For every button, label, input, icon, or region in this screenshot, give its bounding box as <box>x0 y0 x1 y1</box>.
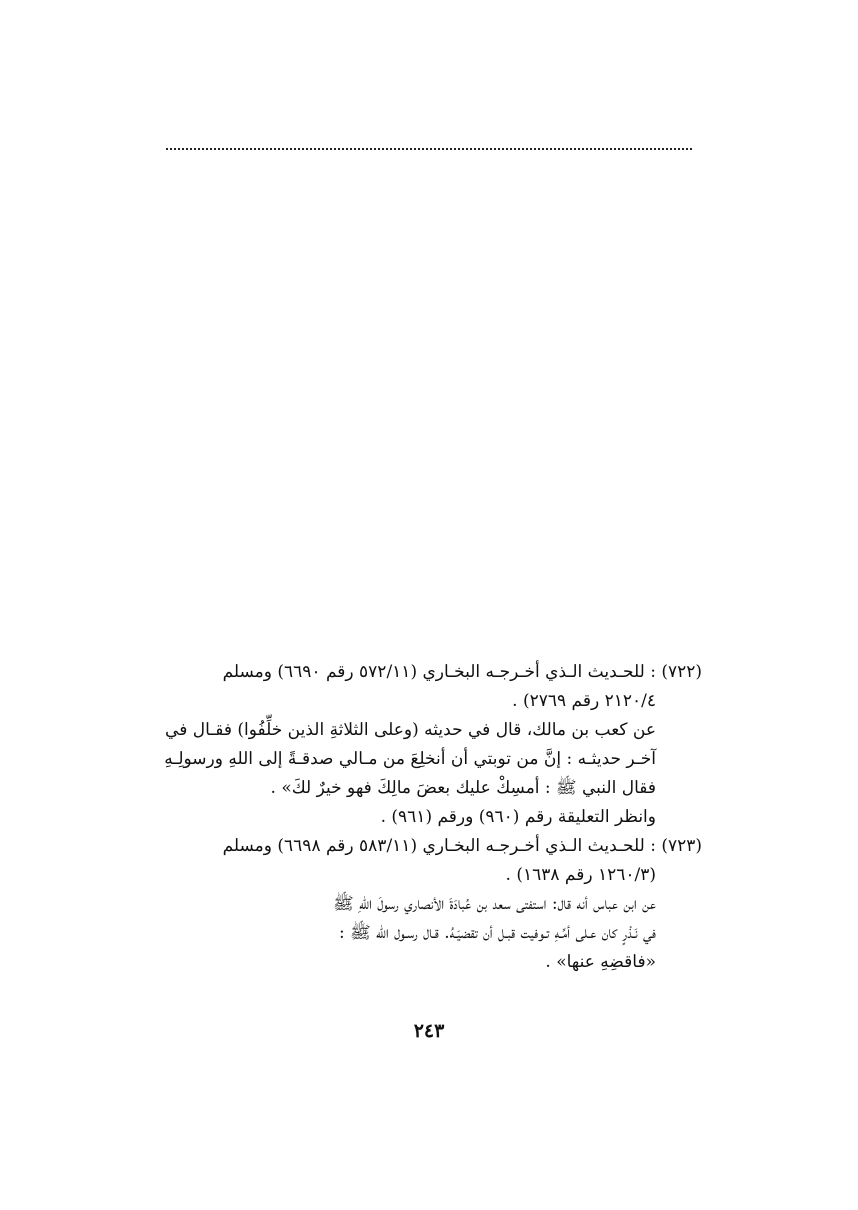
footnotes <box>166 658 702 977</box>
footnote-723-line-4: في نَـذْرٍ كان عـلى أمِّـهِ تـوفيت قبـل أن تقضيَـهُ. قـال رسـول الله ﷺ : <box>338 923 656 943</box>
footnote-722-line-3: عن كعب بن مالك، قال في حديثه (وعلى الثلاثةِ الذين خلِّفُوا) فقـال في <box>165 720 656 740</box>
footnote-723-line-5: «فاقضِهِ عنها» . <box>545 952 656 972</box>
footnote-722-line-1: (٧٢٢) : للحـديث الـذي أخـرجـه البخـاري (٥٧٢/١١ رقم ٦٦٩٠) ومسلم <box>222 662 702 682</box>
footnote-723-line-2: (١٢٦٠/٣ رقم ١٦٣٨) . <box>505 865 656 885</box>
footnote-723-line-1: (٧٢٣) : للحـديث الـذي أخـرجـه البخـاري (٥٨٣/١١ رقم ٦٦٩٨) ومسلم <box>222 836 702 856</box>
footnote-723 <box>166 832 702 977</box>
page-number: ٢٤٣ <box>413 1020 445 1042</box>
footnote-722 <box>166 658 702 832</box>
footnote-722-line-6: وانظر التعليقة رقم (٩٦٠) ورقم (٩٦١) . <box>380 807 656 827</box>
footnote-722-line-4: آخـر حديثـه : إنَّ من توبتي أن أنخلِعَ من مـالي صدقـةً إلى اللهِ ورسولِـهِ <box>164 749 656 769</box>
footnote-722-line-2: ٢١٢٠/٤ رقم ٢٧٦٩) . <box>512 691 656 711</box>
footnote-723-line-3: عن ابن عباس أنه قال: استفتى سعد بن عُبادَةَ الأنصاري رسولَ اللهِ ﷺ <box>333 894 656 914</box>
footnote-722-line-5: فقال النبي ﷺ : أمسِكْ عليك بعضَ مالِكَ فهو خيرٌ لكَ» . <box>270 778 656 798</box>
footnote-divider <box>166 148 692 150</box>
